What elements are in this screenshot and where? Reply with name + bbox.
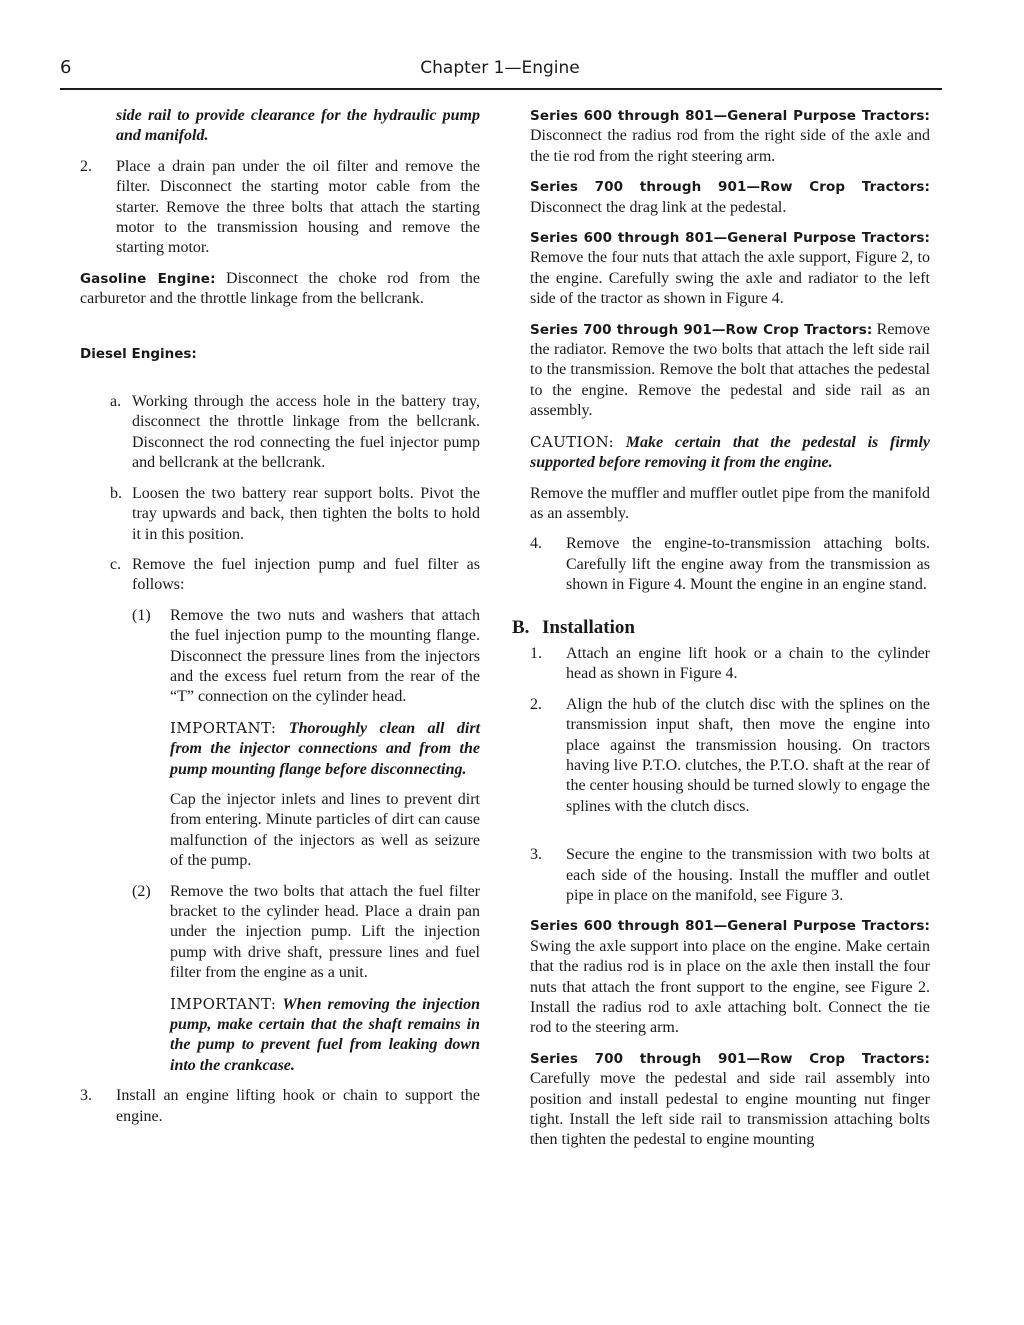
gasoline-engine-text: Disconnect the choke rod from the carburetor and the throttle linkage from the bellcrank. bbox=[80, 269, 480, 308]
step-number: 2. bbox=[80, 157, 92, 175]
caution-label: CAUTION: bbox=[530, 432, 615, 451]
step-letter: c. bbox=[110, 555, 122, 573]
caution-text: Make certain that the pedestal is firmly supported before removing it from the engine. bbox=[530, 433, 931, 472]
important-text: Thoroughly clean all dirt from the injector connections and from the pump mounting flange before disconnecting. bbox=[170, 719, 481, 778]
substep-text: Remove the two bolts that attach the fuel filter bracket to the cylinder head. Place a drain pan under the injection pump. Lift the injection pump with drive shaft, pressure lines and fuel filter from the engine as a unit. bbox=[170, 882, 480, 982]
series-label: Series 600 through 801—General Purpose Tractors: bbox=[530, 230, 930, 247]
install-step-2 bbox=[530, 695, 930, 817]
step-number: 4. bbox=[530, 535, 542, 553]
substep-number: (1) bbox=[132, 606, 151, 624]
substep-number: (2) bbox=[132, 882, 151, 900]
muffler-paragraph: Remove the muffler and muffler outlet pipe from the manifold as an assembly. bbox=[530, 484, 930, 522]
important-text: When removing the injection pump, make certain that the shaft remains in the pump to prevent fuel from leaking down into the crankcase. bbox=[170, 995, 480, 1074]
gasoline-engine-label: Gasoline Engine: bbox=[80, 270, 216, 287]
step-text: Place a drain pan under the oil filter and remove the filter. Disconnect the starting motor cable from the starter. Remove the three bolts that attach the starting motor to the transmission housing and remove the starting motor. bbox=[116, 157, 480, 257]
series-600-paragraph-3 bbox=[530, 916, 930, 1038]
series-text: Swing the axle support into place on the engine. Make certain that the radius rod is in place on the axle then install the four nuts that attach the front support to the engine, see Figure 2. Install the radius rod to axle attaching bolt. Connect the tie rod to the steering arm. bbox=[530, 937, 930, 1037]
left-column bbox=[80, 106, 480, 1127]
step-number: 2. bbox=[530, 695, 542, 713]
continued-italic-text: side rail to provide clearance for the hydraulic pump and manifold. bbox=[116, 107, 480, 145]
step-letter: a. bbox=[110, 393, 122, 411]
series-700-paragraph-1 bbox=[530, 177, 930, 218]
running-head: Chapter 1—Engine bbox=[420, 58, 580, 78]
step-text: Align the hub of the clutch disc with the splines on the transmission input shaft, then move the engine into place against the transmission housing. On tractors having live P.T.O. clutches, the P.T.O. shaft at the rear of the center housing should be turned slowly to engage the splines with the clutch discs. bbox=[566, 695, 930, 815]
step-text: Remove the engine-to-transmission attaching bolts. Carefully lift the engine away from the transmission as shown in Figure 4. Mount the engine in an engine stand. bbox=[566, 535, 930, 594]
step-text: Attach an engine lift hook or a chain to the cylinder head as shown in Figure 4. bbox=[566, 644, 930, 683]
series-label: Series 600 through 801—General Purpose Tractors: bbox=[530, 918, 930, 935]
right-column bbox=[512, 106, 931, 1151]
series-label: Series 700 through 901—Row Crop Tractors: bbox=[530, 321, 873, 338]
step-c bbox=[110, 555, 480, 596]
substep-1 bbox=[132, 606, 480, 708]
step-b bbox=[110, 484, 480, 545]
installation-heading bbox=[512, 618, 930, 638]
series-600-paragraph-2 bbox=[530, 228, 930, 310]
header-rule bbox=[60, 88, 942, 90]
step-text: Secure the engine to the transmission with two bolts at each side of the housing. Install the muffler and outlet pipe in place on the manifold, see Figure 3. bbox=[566, 846, 930, 904]
series-700-paragraph-3 bbox=[530, 1049, 930, 1151]
step-text: Remove the fuel injection pump and fuel filter as follows: bbox=[132, 555, 480, 594]
series-600-paragraph-1 bbox=[530, 106, 930, 167]
page-number: 6 bbox=[60, 57, 72, 78]
series-text: Carefully move the pedestal and side rail assembly into position and install pedestal to engine mounting nut finger tight. Install the left side rail to transmission attaching bolts then tighten the pedestal to engine mounting bbox=[530, 1070, 930, 1149]
step-4 bbox=[530, 534, 930, 595]
series-text: Remove the radiator. Remove the two bolts that attach the left side rail to the transmission. Remove the bolt that attaches the pedestal to the engine. Remove the pedestal and side rail as an assembly. bbox=[530, 320, 930, 420]
substep-2 bbox=[132, 882, 480, 984]
step-text: Working through the access hole in the battery tray, disconnect the throttle linkage from the bellcrank. Disconnect the rod connecting the fuel injector pump and bellcrank at the bellcrank. bbox=[132, 393, 480, 472]
step-number: 3. bbox=[530, 846, 542, 864]
caution-note bbox=[530, 432, 930, 474]
gasoline-engine-paragraph bbox=[80, 269, 480, 310]
diesel-engines-heading: Diesel Engines: bbox=[80, 345, 197, 362]
series-text: Remove the four nuts that attach the axle support, Figure 2, to the engine. Carefully swing the axle and radiator to the left side of the tractor as shown in Figure 4. bbox=[530, 249, 930, 308]
step-letter: b. bbox=[110, 484, 122, 502]
important-label: IMPORTANT: bbox=[170, 718, 277, 737]
step-text: Install an engine lifting hook or chain to support the engine. bbox=[116, 1087, 480, 1125]
step-2 bbox=[80, 157, 480, 259]
section-letter: B. bbox=[512, 616, 530, 638]
series-700-paragraph-2 bbox=[530, 320, 930, 422]
page-header bbox=[60, 58, 940, 82]
step-number: 1. bbox=[530, 644, 542, 662]
series-label: Series 700 through 901—Row Crop Tractors: bbox=[530, 1050, 930, 1067]
series-label: Series 700 through 901—Row Crop Tractors: bbox=[530, 179, 930, 196]
important-label: IMPORTANT: bbox=[170, 994, 277, 1013]
series-text: Disconnect the radius rod from the right side of the axle and the tie rod from the right steering arm. bbox=[530, 127, 930, 165]
install-step-3 bbox=[530, 845, 930, 906]
step-3 bbox=[80, 1086, 480, 1127]
install-step-1 bbox=[530, 644, 930, 685]
cap-injector-paragraph: Cap the injector inlets and lines to prevent dirt from entering. Minute particles of dirt can cause malfunction of the injectors as well as seizure of the pump. bbox=[170, 790, 480, 870]
series-text: Disconnect the drag link at the pedestal. bbox=[530, 198, 787, 216]
section-title: Installation bbox=[542, 616, 635, 638]
step-a bbox=[110, 392, 480, 474]
series-label: Series 600 through 801—General Purpose Tractors: bbox=[530, 108, 930, 124]
step-number: 3. bbox=[80, 1087, 92, 1105]
substep-text: Remove the two nuts and washers that attach the fuel injection pump to the mounting flange. Disconnect the pressure lines from the injectors and the excess fuel return from the rear of the “T” connection on the cylinder head. bbox=[170, 606, 480, 706]
important-note-2 bbox=[170, 994, 480, 1077]
step-text: Loosen the two battery rear support bolts. Pivot the tray upwards and back, then tighten the bolts to hold it in this position. bbox=[132, 484, 480, 543]
important-note-1 bbox=[170, 718, 480, 780]
